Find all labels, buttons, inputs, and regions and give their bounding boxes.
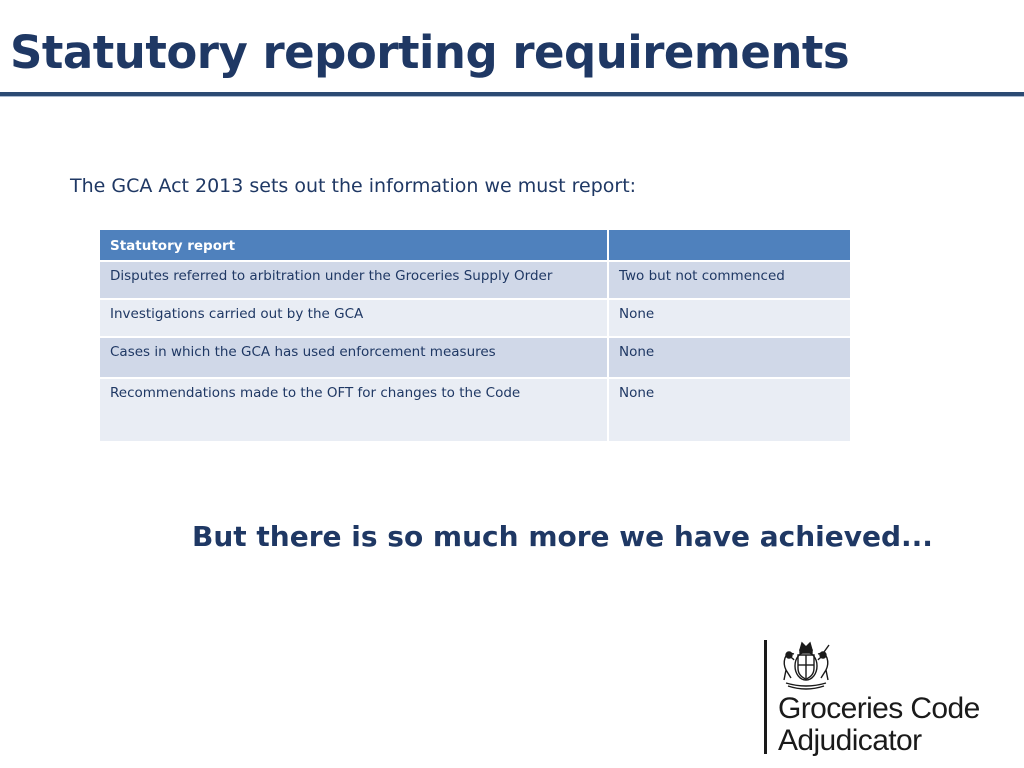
report-result: None — [608, 378, 850, 442]
title-divider — [0, 92, 1024, 97]
logo-line-1: Groceries Code — [778, 692, 980, 725]
header-statutory-report: Statutory report — [100, 230, 608, 261]
table-row — [100, 378, 850, 442]
logo-line-2: Adjudicator — [778, 724, 922, 757]
report-item: Cases in which the GCA has used enforcement measures — [100, 337, 608, 378]
report-result: None — [608, 337, 850, 378]
report-result: None — [608, 299, 850, 337]
statutory-report-table — [100, 230, 850, 443]
report-item: Investigations carried out by the GCA — [100, 299, 608, 337]
header-result — [608, 230, 850, 261]
table-row — [100, 337, 850, 378]
report-item: Recommendations made to the OFT for changes to the Code — [100, 378, 608, 442]
page-title: Statutory reporting requirements — [10, 26, 850, 79]
report-result: Two but not commenced — [608, 261, 850, 299]
gca-logo — [764, 640, 1004, 756]
report-item: Disputes referred to arbitration under the Groceries Supply Order — [100, 261, 608, 299]
table-row — [100, 299, 850, 337]
logo-divider — [764, 640, 767, 754]
logo-wordmark — [778, 693, 980, 757]
table-row — [100, 261, 850, 299]
royal-coat-of-arms-icon — [778, 640, 834, 690]
tagline: But there is so much more we have achieved... — [192, 520, 933, 553]
table-header-row — [100, 230, 850, 261]
intro-text: The GCA Act 2013 sets out the information we must report: — [70, 175, 637, 197]
